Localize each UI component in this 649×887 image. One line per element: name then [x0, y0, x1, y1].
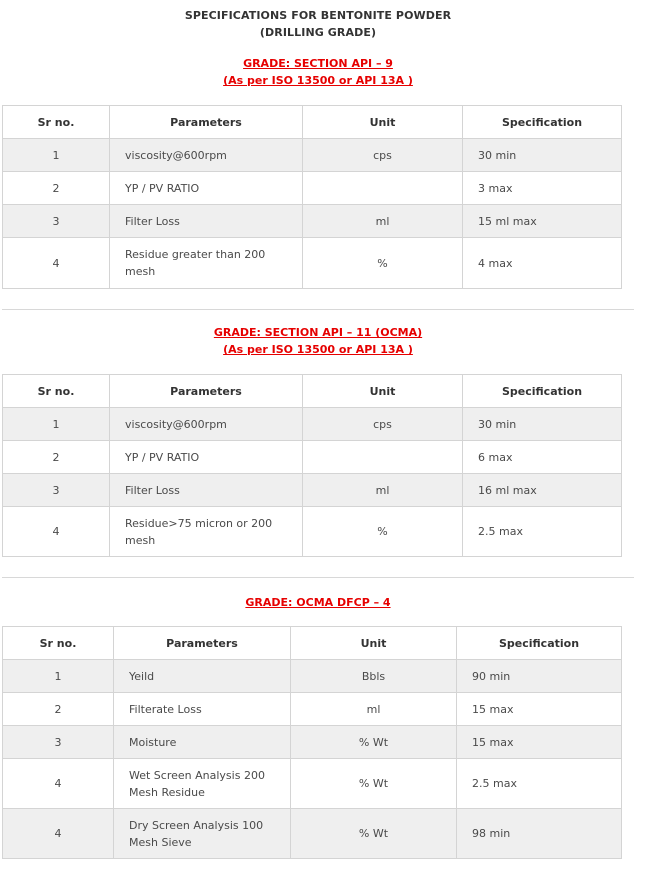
cell-sr: 1 — [3, 408, 110, 441]
cell-unit: ml — [303, 474, 463, 507]
cell-specification: 30 min — [463, 139, 622, 172]
section1-heading — [0, 55, 636, 89]
header-specification: Specification — [457, 627, 622, 660]
cell-specification: 15 max — [457, 726, 622, 759]
header-parameters: Parameters — [110, 106, 303, 139]
header-specification: Specification — [463, 106, 622, 139]
header-parameters: Parameters — [110, 375, 303, 408]
table-row — [3, 507, 622, 557]
cell-sr: 3 — [3, 474, 110, 507]
cell-parameter: viscosity@600rpm — [110, 408, 303, 441]
page-title — [0, 7, 636, 41]
section-divider — [2, 577, 634, 578]
section3-heading — [0, 594, 636, 611]
cell-unit: % — [303, 238, 463, 289]
cell-parameter: Filter Loss — [110, 474, 303, 507]
cell-specification: 2.5 max — [463, 507, 622, 557]
cell-unit: % Wt — [291, 809, 457, 859]
cell-specification: 2.5 max — [457, 759, 622, 809]
section2-table — [2, 374, 622, 557]
cell-unit — [303, 441, 463, 474]
cell-parameter: Filter Loss — [110, 205, 303, 238]
header-sr: Sr no. — [3, 627, 114, 660]
cell-parameter: viscosity@600rpm — [110, 139, 303, 172]
cell-sr: 2 — [3, 441, 110, 474]
header-sr: Sr no. — [3, 106, 110, 139]
cell-parameter: YP / PV RATIO — [110, 441, 303, 474]
cell-specification: 90 min — [457, 660, 622, 693]
cell-parameter: Yeild — [114, 660, 291, 693]
cell-sr: 4 — [3, 238, 110, 289]
table-row — [3, 139, 622, 172]
table-row — [3, 693, 622, 726]
section1-grade: GRADE: SECTION API – 9 — [243, 57, 393, 70]
cell-unit: % Wt — [291, 759, 457, 809]
cell-specification: 16 ml max — [463, 474, 622, 507]
cell-sr: 2 — [3, 693, 114, 726]
cell-sr: 3 — [3, 205, 110, 238]
header-unit: Unit — [291, 627, 457, 660]
section2-standard: (As per ISO 13500 or API 13A ) — [223, 343, 413, 356]
cell-specification: 4 max — [463, 238, 622, 289]
cell-specification: 3 max — [463, 172, 622, 205]
cell-specification: 6 max — [463, 441, 622, 474]
cell-specification: 30 min — [463, 408, 622, 441]
page-title-line2: (DRILLING GRADE) — [259, 26, 377, 39]
cell-unit — [303, 172, 463, 205]
section1-table — [2, 105, 622, 289]
cell-parameter: Residue>75 micron or 200 mesh — [110, 507, 303, 557]
table-row — [3, 660, 622, 693]
cell-unit: % Wt — [291, 726, 457, 759]
header-unit: Unit — [303, 106, 463, 139]
header-unit: Unit — [303, 375, 463, 408]
cell-unit: ml — [291, 693, 457, 726]
cell-unit: ml — [303, 205, 463, 238]
table-header-row — [3, 627, 622, 660]
section2-heading — [0, 324, 636, 358]
cell-parameter: Residue greater than 200 mesh — [110, 238, 303, 289]
cell-sr: 3 — [3, 726, 114, 759]
cell-parameter: Filterate Loss — [114, 693, 291, 726]
section-divider — [2, 309, 634, 310]
cell-parameter: Dry Screen Analysis 100 Mesh Sieve — [114, 809, 291, 859]
cell-specification: 15 ml max — [463, 205, 622, 238]
cell-parameter: Moisture — [114, 726, 291, 759]
table-row — [3, 441, 622, 474]
section3-table — [2, 626, 622, 859]
table-row — [3, 759, 622, 809]
cell-unit: % — [303, 507, 463, 557]
section3-grade: GRADE: OCMA DFCP – 4 — [245, 596, 391, 609]
cell-sr: 4 — [3, 507, 110, 557]
cell-sr: 1 — [3, 139, 110, 172]
cell-specification: 98 min — [457, 809, 622, 859]
header-specification: Specification — [463, 375, 622, 408]
table-row — [3, 474, 622, 507]
table-row — [3, 809, 622, 859]
cell-sr: 4 — [3, 809, 114, 859]
page-title-line1: SPECIFICATIONS FOR BENTONITE POWDER — [184, 9, 452, 22]
cell-unit: cps — [303, 139, 463, 172]
table-row — [3, 726, 622, 759]
cell-sr: 2 — [3, 172, 110, 205]
table-row — [3, 205, 622, 238]
table-header-row — [3, 106, 622, 139]
table-row — [3, 238, 622, 289]
cell-unit: cps — [303, 408, 463, 441]
section2-grade: GRADE: SECTION API – 11 (OCMA) — [213, 326, 423, 339]
cell-sr: 4 — [3, 759, 114, 809]
cell-parameter: Wet Screen Analysis 200 Mesh Residue — [114, 759, 291, 809]
cell-unit: Bbls — [291, 660, 457, 693]
header-sr: Sr no. — [3, 375, 110, 408]
table-row — [3, 172, 622, 205]
cell-parameter: YP / PV RATIO — [110, 172, 303, 205]
section1-standard: (As per ISO 13500 or API 13A ) — [223, 74, 413, 87]
cell-specification: 15 max — [457, 693, 622, 726]
table-row — [3, 408, 622, 441]
header-parameters: Parameters — [114, 627, 291, 660]
table-header-row — [3, 375, 622, 408]
cell-sr: 1 — [3, 660, 114, 693]
